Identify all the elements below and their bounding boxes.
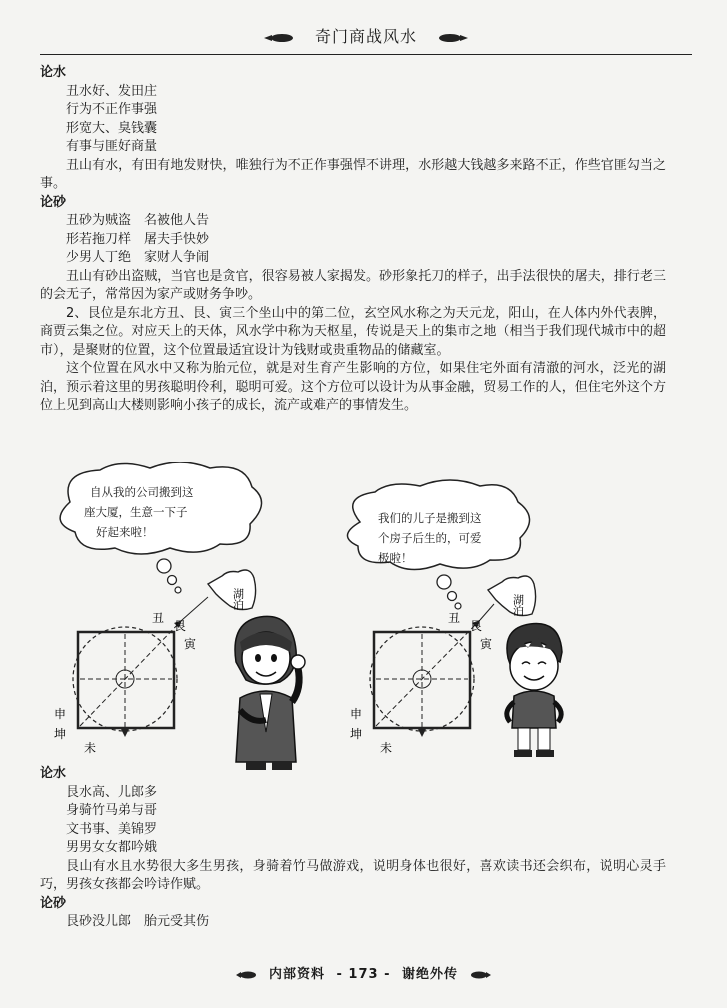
verse-line: 有事与匪好商量 bbox=[66, 139, 158, 154]
verse-line: 男男女女都吟娥 bbox=[66, 840, 158, 855]
main-text-lower bbox=[40, 765, 666, 932]
verse-line: 丑砂为贼盗 名被他人告 bbox=[66, 213, 210, 228]
page-footer bbox=[0, 963, 727, 982]
label-chou: 丑 bbox=[448, 611, 461, 625]
label-gen: 艮 bbox=[174, 619, 187, 633]
section-heading: 论水 bbox=[40, 65, 67, 80]
right-bubble-line: 个房子后生的，可爱 bbox=[378, 531, 482, 545]
verse-line: 艮砂没儿郎 胎元受其伤 bbox=[66, 914, 210, 929]
left-compass-diagram bbox=[73, 597, 208, 737]
section-heading: 论水 bbox=[40, 766, 67, 781]
left-lake-icon bbox=[208, 570, 256, 611]
verse-line: 行为不正作事强 bbox=[66, 102, 158, 117]
body-paragraph: 丑山有砂出盗贼，当官也是贪官，很容易被人家揭发。砂形象托刀的样子，出手法很快的屠夫，排行老三的会无子，常常因为家产或财务争吵。 bbox=[40, 268, 666, 302]
label-yin: 寅 bbox=[480, 637, 493, 651]
label-wei: 未 bbox=[84, 741, 97, 755]
verse-line: 形若拖刀样 屠夫手快妙 bbox=[66, 231, 210, 247]
verse-line: 文书事、美锦罗 bbox=[66, 821, 158, 837]
label-chou: 丑 bbox=[152, 611, 165, 625]
label-shen: 申 bbox=[350, 707, 363, 721]
body-paragraph: 艮山有水且水势很大多生男孩，身骑着竹马做游戏，说明身体也很好，喜欢读书还会织布，说明心灵手巧，男孩女孩都会吟诗作赋。 bbox=[40, 858, 666, 892]
section-heading: 论砂 bbox=[40, 194, 67, 210]
ornament-left-icon bbox=[235, 970, 257, 980]
page-number: - 173 - bbox=[336, 967, 391, 982]
body-paragraph: 2、艮位是东北方丑、艮、寅三个坐山中的第二位，玄空风水称之为天元龙，阳山，在人体内外代表脾，商贾云集之位。对应天上的天体，风水学中称为天枢星，传说是天上的集市之地（相当于我们现代城市中的超市），是聚财的位置，这个位置最适宜设计为钱财或贵重物品的储藏室。 bbox=[40, 305, 666, 358]
right-lake-icon bbox=[488, 576, 536, 617]
label-yin: 寅 bbox=[184, 637, 197, 651]
left-bubble-line: 好起来啦！ bbox=[96, 525, 154, 539]
label-kun: 坤 bbox=[350, 727, 363, 741]
businessman-figure bbox=[235, 616, 305, 770]
left-bubble-line: 座大厦，生意一下子 bbox=[84, 505, 188, 519]
lake-label: 湖泊 bbox=[511, 594, 525, 616]
label-shen: 申 bbox=[54, 707, 67, 721]
ornament-left-icon bbox=[262, 32, 296, 44]
body-paragraph: 丑山有水，有田有地发财快，唯独行为不正作事强悍不讲理，水形越大钱越多来路不正，作些官匪勾当之事。 bbox=[40, 157, 666, 191]
verse-line: 少男人丁绝 家财人争闹 bbox=[66, 250, 210, 265]
page-header-title: 奇门商战风水 bbox=[314, 27, 417, 46]
ornament-right-icon bbox=[436, 32, 470, 44]
illustration-svg bbox=[40, 462, 692, 772]
ornament-right-icon bbox=[470, 970, 492, 980]
lake-label: 湖泊 bbox=[231, 588, 245, 610]
footer-right-text: 谢绝外传 bbox=[402, 967, 459, 982]
illustration bbox=[40, 462, 692, 772]
page-header bbox=[40, 20, 692, 55]
body-paragraph: 这个位置在风水中又称为胎元位，就是对生育产生影响的方位，如果住宅外面有清澈的河水，泛光的湖泊，预示着这里的男孩聪明伶利，聪明可爱。这个方位可以设计为从事金融，贸易工作的人，但住宅外这个方位上见到高山大楼则影响小孩子的成长，流产或难产的事情发生。 bbox=[40, 361, 666, 413]
child-figure bbox=[507, 624, 562, 757]
label-wei: 未 bbox=[380, 741, 393, 755]
left-bubble-line: 自从我的公司搬到这 bbox=[90, 485, 194, 499]
label-gen: 艮 bbox=[470, 619, 483, 633]
section-heading: 论砂 bbox=[40, 895, 67, 911]
right-bubble-line: 我们的儿子是搬到这 bbox=[378, 511, 482, 525]
footer-left-text: 内部资料 bbox=[268, 967, 325, 982]
verse-line: 艮水高、儿郎多 bbox=[66, 784, 158, 800]
verse-line: 丑水好、发田庄 bbox=[66, 83, 158, 99]
verse-line: 身骑竹马弟与哥 bbox=[66, 803, 158, 818]
main-text bbox=[40, 64, 666, 416]
label-kun: 坤 bbox=[54, 727, 67, 741]
right-bubble-line: 极啦！ bbox=[378, 551, 413, 565]
verse-line: 形宽大、臭钱囊 bbox=[66, 120, 158, 136]
